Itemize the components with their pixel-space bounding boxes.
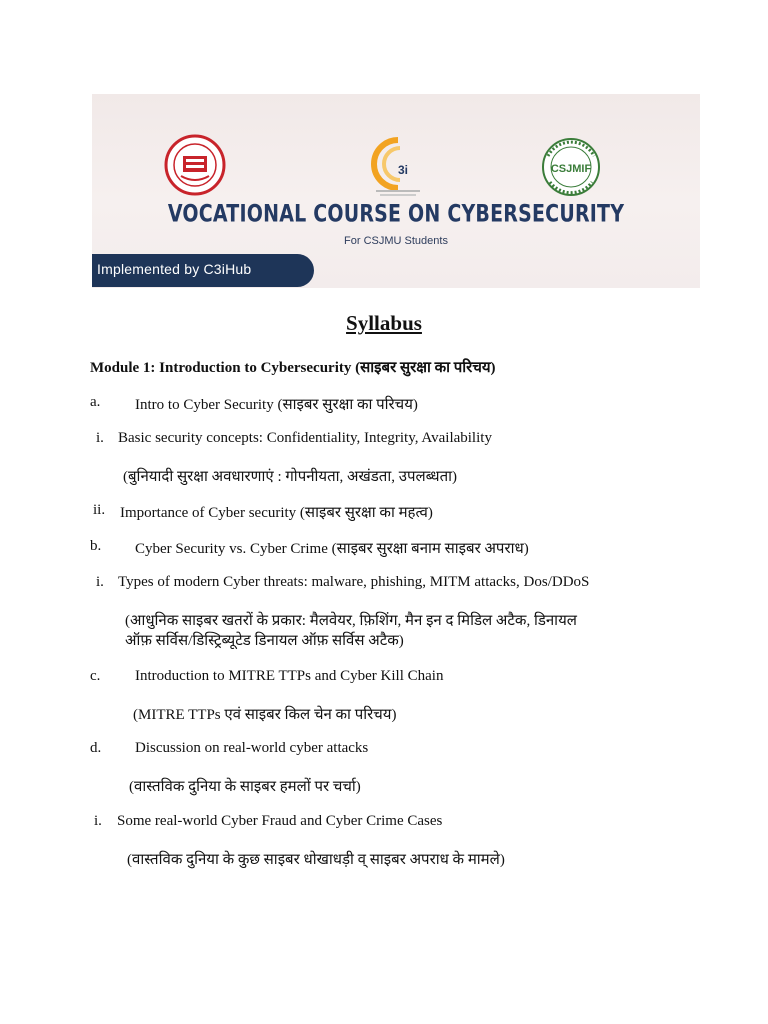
list-item-text: Cyber Security vs. Cyber Crime (साइबर सुरक्षा बनाम साइबर अपराध) (135, 541, 529, 557)
list-item-text: Discussion on real-world cyber attacks (135, 740, 369, 756)
list-item-text: Introduction to MITRE TTPs and Cyber Kill Chain (135, 668, 444, 684)
list-item (90, 394, 100, 411)
banner-subtitle: For CSJMU Students (344, 235, 448, 247)
list-marker: d. (90, 740, 102, 756)
list-item-text: Types of modern Cyber threats: malware, phishing, MITM attacks, Dos/DDoS (118, 574, 590, 590)
list-marker: c. (90, 668, 101, 684)
list-item-text: Some real-world Cyber Fraud and Cyber Crime Cases (117, 813, 443, 829)
course-banner (92, 94, 700, 288)
list-marker: i. (94, 813, 102, 829)
list-item-text: Intro to Cyber Security (साइबर सुरक्षा का परिचय) (135, 397, 418, 413)
list-marker: i. (96, 574, 104, 590)
list-marker: b. (90, 538, 102, 554)
svg-text:3i: 3i (398, 163, 409, 177)
banner-title: VOCATIONAL COURSE ON CYBERSECURITY (167, 200, 625, 228)
list-item-translation: (आधुनिक साइबर खतरों के प्रकार: मैलवेयर, फ़िशिंग, मैन इन द मिडिल अटैक, डिनायल (125, 613, 577, 629)
module-title: Module 1: Introduction to Cybersecurity (साइबर सुरक्षा का परिचय) (90, 360, 496, 376)
list-item-text: Importance of Cyber security (साइबर सुरक्षा का महत्व) (120, 505, 433, 521)
list-item-translation: ऑफ़ सर्विस/डिस्ट्रिब्यूटेड डिनायल ऑफ़ सर्विस अटैक) (125, 633, 404, 649)
list-item-text: Basic security concepts: Confidentiality, Integrity, Availability (118, 430, 492, 446)
implemented-by-text: Implemented by C3iHub (97, 261, 252, 277)
list-marker: ii. (93, 502, 106, 518)
list-item-translation: (MITRE TTPs एवं साइबर किल चेन का परिचय) (133, 707, 397, 723)
syllabus-heading: Syllabus (346, 311, 422, 335)
csjmif-logo (530, 134, 612, 200)
list-item-translation: (वास्तविक दुनिया के साइबर हमलों पर चर्चा) (129, 779, 361, 795)
csjmif-logo-text: CSJMIF (550, 163, 592, 175)
list-marker: a. (90, 394, 101, 410)
list-marker: i. (96, 430, 104, 446)
list-item-translation: (वास्तविक दुनिया के कुछ साइबर धोखाधड़ी व् साइबर अपराध के मामले) (127, 852, 505, 868)
list-item-translation: (बुनियादी सुरक्षा अवधारणाएं : गोपनीयता, अखंडता, उपलब्धता) (123, 469, 458, 485)
c3ihub-logo (362, 134, 432, 198)
university-seal-logo (164, 134, 226, 196)
